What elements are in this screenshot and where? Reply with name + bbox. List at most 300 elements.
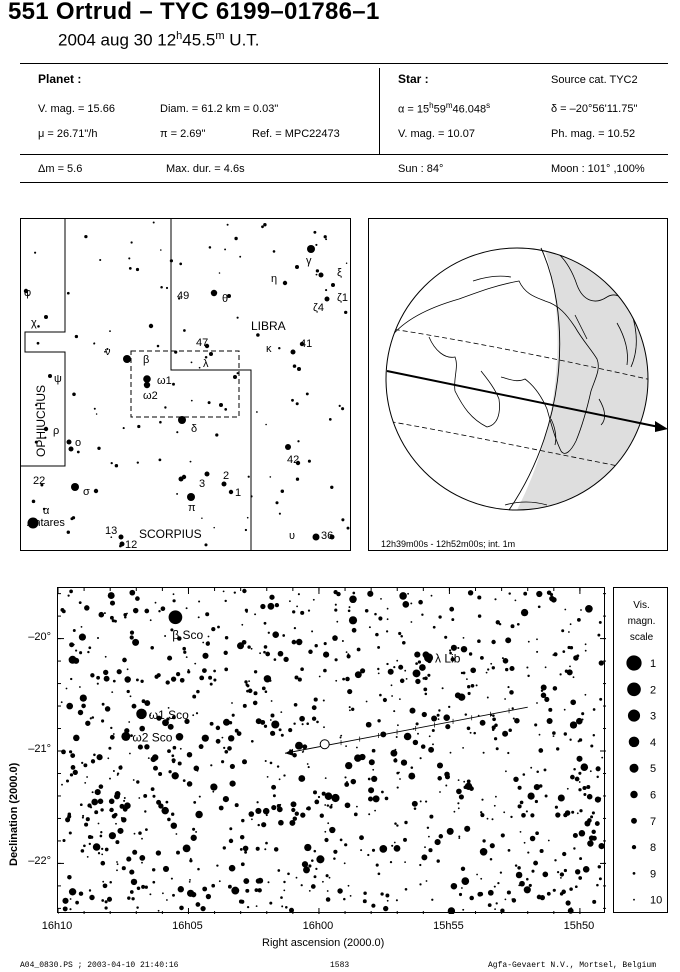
field-star — [467, 727, 471, 731]
scale-label-9: 9 — [650, 868, 657, 881]
field-star — [68, 595, 70, 597]
finder-star — [347, 527, 350, 530]
field-star — [556, 747, 559, 750]
field-star — [349, 706, 351, 708]
field-star — [271, 720, 279, 728]
star-36-label: 36 — [321, 530, 334, 542]
field-star — [295, 812, 299, 816]
field-star — [463, 671, 466, 674]
field-star — [510, 816, 512, 818]
star-22-label: 22 — [33, 475, 46, 487]
field-star — [271, 805, 276, 810]
field-star — [464, 826, 470, 832]
field-star — [390, 861, 392, 863]
field-star — [158, 772, 162, 776]
finder-star — [84, 235, 87, 238]
field-star — [377, 668, 379, 670]
field-star — [109, 799, 115, 805]
field-star — [374, 810, 376, 812]
field-star — [256, 878, 261, 883]
field-star — [419, 883, 421, 885]
finder-star — [291, 399, 294, 402]
field-star — [91, 799, 98, 806]
field-star — [348, 885, 350, 887]
alpha-label: α — [43, 505, 50, 517]
max-duration: Max. dur. = 4.6s — [166, 163, 245, 175]
field-star — [545, 795, 548, 798]
field-star — [158, 910, 160, 912]
field-star — [593, 734, 595, 736]
finder-star — [285, 444, 291, 450]
finder-star — [72, 516, 75, 519]
x-tick-label: 16h00 — [302, 920, 334, 932]
finder-star — [129, 267, 132, 270]
field-star — [340, 737, 342, 739]
field-star — [256, 847, 260, 851]
field-star — [261, 822, 266, 827]
field-star — [414, 807, 417, 810]
field-star — [154, 675, 158, 679]
field-star — [445, 724, 450, 729]
field-star — [73, 735, 80, 742]
field-star — [222, 737, 224, 739]
finder-star — [37, 342, 40, 345]
field-star — [427, 827, 429, 829]
field-star — [554, 859, 556, 861]
field-star — [210, 722, 214, 726]
field-star — [307, 848, 309, 850]
field-star — [278, 820, 284, 826]
field-star — [593, 708, 596, 711]
field-star — [123, 800, 125, 802]
finder-star — [69, 447, 74, 452]
field-star — [183, 845, 191, 853]
field-star — [351, 708, 354, 711]
field-star — [291, 808, 295, 812]
field-star — [406, 678, 408, 680]
field-star — [432, 743, 434, 745]
field-star — [63, 906, 68, 911]
field-star — [393, 666, 395, 668]
field-star — [325, 792, 333, 800]
field-star — [260, 604, 265, 609]
field-star — [359, 754, 365, 760]
field-star — [306, 807, 309, 810]
field-star — [311, 859, 314, 862]
field-star — [80, 695, 87, 702]
finder-star — [174, 351, 177, 354]
field-star — [176, 833, 178, 835]
finder-star — [179, 263, 182, 266]
field-star — [97, 754, 103, 760]
field-star — [569, 666, 571, 668]
chi-label: χ — [31, 317, 37, 329]
field-star — [450, 752, 452, 754]
field-star — [133, 608, 139, 614]
star-source-catalog: Source cat. TYC2 — [551, 74, 638, 86]
field-star — [444, 636, 447, 639]
finder-star — [190, 461, 192, 463]
star-49-label: 49 — [177, 290, 190, 302]
field-star — [461, 877, 469, 885]
finder-star — [205, 472, 210, 477]
field-star — [62, 609, 66, 613]
field-star — [592, 836, 597, 841]
field-star — [480, 878, 482, 880]
field-star — [581, 712, 584, 715]
field-star — [579, 781, 581, 783]
zeta4-label: ζ4 — [313, 302, 324, 314]
named-star-0 — [169, 610, 183, 624]
field-star — [246, 684, 249, 687]
field-star — [592, 830, 596, 834]
field-star — [132, 850, 137, 855]
path-direction-arrow — [655, 421, 668, 432]
field-star — [342, 678, 345, 681]
field-star — [158, 803, 163, 808]
field-star — [439, 791, 441, 793]
finder-star — [293, 364, 297, 368]
page-title: 551 Ortrud – TYC 6199–01786–1 — [8, 0, 380, 25]
field-star — [563, 813, 567, 817]
field-star — [586, 823, 588, 825]
psi-label: ψ — [54, 373, 62, 385]
field-star — [421, 744, 426, 749]
field-star — [171, 676, 176, 681]
field-star — [360, 849, 362, 851]
field-star — [394, 845, 401, 852]
finder-star — [308, 460, 311, 463]
field-star — [393, 710, 395, 712]
finder-star — [97, 447, 100, 450]
field-star — [518, 786, 522, 790]
finder-star — [96, 413, 98, 415]
field-star — [326, 874, 329, 877]
finder-star — [94, 408, 96, 410]
field-star — [180, 680, 182, 682]
finder-star — [37, 325, 40, 328]
field-star — [468, 692, 471, 695]
finder-star — [265, 424, 267, 426]
field-star — [487, 668, 489, 670]
field-star — [131, 897, 134, 900]
field-star — [73, 629, 76, 632]
field-star — [100, 808, 103, 811]
field-star — [202, 735, 209, 742]
field-star — [413, 669, 421, 677]
finder-star — [130, 241, 132, 243]
field-star — [97, 683, 99, 685]
field-star — [300, 812, 305, 817]
finder-star — [137, 461, 139, 463]
field-star — [171, 813, 174, 816]
field-star — [219, 880, 221, 882]
field-star — [302, 751, 304, 753]
field-star — [229, 721, 232, 724]
field-star — [560, 872, 564, 876]
field-star — [144, 609, 149, 614]
field-star — [251, 648, 253, 650]
field-star — [75, 901, 79, 905]
field-star — [227, 746, 232, 751]
field-star — [585, 643, 587, 645]
field-star — [375, 799, 377, 801]
field-star — [590, 770, 592, 772]
field-star — [109, 881, 112, 884]
star-13-label: 13 — [105, 525, 118, 537]
field-star — [255, 888, 259, 892]
field-star — [363, 899, 367, 903]
field-star — [273, 794, 276, 797]
field-star — [535, 800, 538, 803]
field-star — [134, 833, 136, 835]
field-star — [521, 609, 528, 616]
field-star — [566, 900, 571, 905]
field-star — [500, 909, 504, 913]
field-star — [205, 612, 209, 616]
field-star — [314, 875, 317, 878]
field-star — [270, 762, 273, 765]
field-star — [182, 647, 186, 651]
field-star — [437, 776, 442, 781]
field-star — [105, 656, 107, 658]
finder-star — [67, 531, 70, 534]
field-star — [401, 759, 407, 765]
x-axis-label: Right ascension (2000.0) — [262, 937, 385, 949]
field-star — [70, 678, 72, 680]
field-star — [570, 699, 576, 705]
field-star — [254, 691, 258, 695]
finder-star — [325, 289, 327, 291]
field-star — [280, 896, 283, 899]
finder-star — [296, 478, 299, 481]
finder-star — [245, 529, 247, 531]
field-star — [396, 899, 398, 901]
field-star — [81, 704, 86, 709]
field-star — [187, 752, 192, 757]
field-star — [461, 646, 467, 652]
scale-title: Vis. magn. scale — [627, 600, 656, 643]
xi-label: ξ — [337, 267, 342, 279]
scale-label-1: 1 — [650, 658, 657, 670]
scale-dot-1 — [626, 655, 641, 670]
field-star — [570, 623, 572, 625]
field-star — [477, 595, 481, 599]
field-star — [129, 753, 131, 755]
field-star — [243, 849, 245, 851]
field-star — [295, 742, 303, 750]
finder-star — [128, 257, 130, 259]
field-star — [327, 822, 329, 824]
field-star — [378, 616, 382, 620]
field-star — [277, 869, 280, 872]
field-star — [578, 876, 582, 880]
field-star — [568, 908, 574, 914]
field-star — [162, 892, 164, 894]
field-star — [580, 609, 582, 611]
field-star — [534, 723, 537, 726]
field-star — [313, 599, 315, 601]
field-star — [208, 636, 210, 638]
field-star — [599, 698, 602, 701]
field-star — [396, 736, 398, 738]
finder-star — [296, 402, 299, 405]
finder-star — [247, 517, 249, 519]
field-star — [292, 640, 297, 645]
field-star — [560, 892, 563, 895]
field-star — [79, 651, 82, 654]
field-star — [480, 720, 486, 726]
field-star — [462, 909, 464, 911]
field-star — [224, 600, 226, 602]
field-star — [296, 877, 298, 879]
field-star — [225, 636, 228, 639]
field-star — [283, 774, 285, 776]
field-star — [405, 888, 408, 891]
field-star — [458, 694, 465, 701]
field-star — [391, 845, 393, 847]
field-star — [97, 637, 99, 639]
field-star — [126, 613, 128, 615]
field-star — [207, 641, 210, 644]
field-star — [262, 687, 266, 691]
finder-star — [297, 367, 301, 371]
field-star — [130, 631, 134, 635]
finder-star — [115, 464, 118, 467]
zeta1-label: ζ1 — [337, 292, 348, 304]
field-star — [241, 624, 243, 626]
field-star — [492, 725, 496, 729]
finder-star — [283, 281, 287, 285]
field-star — [355, 671, 362, 678]
field-star — [323, 669, 327, 673]
field-star — [296, 606, 298, 608]
field-star — [509, 690, 514, 695]
finder-star — [339, 405, 341, 407]
field-star — [431, 716, 437, 722]
field-star — [219, 806, 224, 811]
field-star — [302, 744, 307, 749]
field-star — [210, 683, 213, 686]
ophiuchus-label: OPHIUCHUS — [34, 384, 48, 457]
finder-star — [201, 518, 202, 519]
field-star — [420, 800, 422, 802]
finder-star — [160, 286, 163, 289]
field-star — [357, 648, 361, 652]
field-star — [87, 651, 89, 653]
field-star — [443, 714, 450, 721]
field-star — [113, 770, 115, 772]
field-star — [128, 721, 130, 723]
scale-label-10: 10 — [650, 894, 663, 907]
field-star — [104, 676, 110, 682]
field-star — [587, 794, 593, 800]
field-star — [431, 899, 433, 901]
field-star — [235, 803, 239, 807]
field-star — [127, 858, 130, 861]
field-star — [189, 879, 191, 881]
field-star — [251, 740, 254, 743]
field-star — [83, 844, 86, 847]
finder-star — [34, 252, 36, 254]
field-star — [223, 796, 229, 802]
scale-label-3: 3 — [650, 710, 657, 723]
finder-star — [315, 244, 317, 246]
scale-dot-10 — [633, 899, 635, 901]
field-star — [84, 782, 86, 784]
field-star — [241, 819, 244, 822]
field-star — [308, 864, 311, 867]
field-star — [161, 606, 166, 611]
field-star — [206, 895, 210, 899]
field-star — [577, 812, 579, 814]
field-star — [492, 717, 496, 721]
field-star — [115, 823, 117, 825]
finder-star — [159, 459, 162, 462]
field-star — [503, 658, 509, 664]
field-star — [569, 887, 573, 891]
field-star — [458, 779, 460, 781]
field-star — [423, 688, 427, 692]
field-star — [442, 687, 444, 689]
field-star — [524, 886, 531, 893]
field-star — [202, 887, 207, 892]
field-star — [540, 849, 544, 853]
field-star — [255, 808, 261, 814]
field-star — [108, 592, 115, 599]
field-star — [166, 680, 170, 684]
field-star — [386, 663, 388, 665]
field-star — [454, 811, 456, 813]
field-star — [86, 776, 88, 778]
field-star — [419, 864, 421, 866]
field-star — [69, 888, 76, 895]
field-star — [166, 899, 168, 901]
field-star — [352, 780, 355, 783]
field-star — [302, 723, 304, 725]
field-star — [380, 598, 382, 600]
field-star — [172, 772, 179, 779]
finder-star — [149, 324, 153, 328]
field-star — [314, 800, 319, 805]
finder-star — [273, 250, 276, 253]
finder-star — [341, 518, 344, 521]
field-star — [109, 832, 116, 839]
field-star — [564, 732, 567, 735]
field-star — [113, 680, 116, 683]
field-star — [108, 747, 111, 750]
field-star — [451, 645, 457, 651]
field-star — [535, 831, 539, 835]
field-star — [320, 814, 324, 818]
field-star — [202, 668, 207, 673]
field-star — [70, 753, 75, 758]
field-star — [558, 794, 565, 801]
finder-star — [324, 235, 327, 238]
finder-star — [204, 543, 207, 546]
field-star — [121, 817, 123, 819]
field-star — [133, 779, 135, 781]
field-star — [494, 737, 497, 740]
field-star — [294, 703, 298, 707]
field-star — [545, 666, 547, 668]
field-star — [253, 701, 258, 706]
field-star — [582, 786, 586, 790]
field-star — [216, 739, 221, 744]
field-star — [196, 902, 201, 907]
field-star — [512, 898, 516, 902]
field-star — [352, 628, 357, 633]
